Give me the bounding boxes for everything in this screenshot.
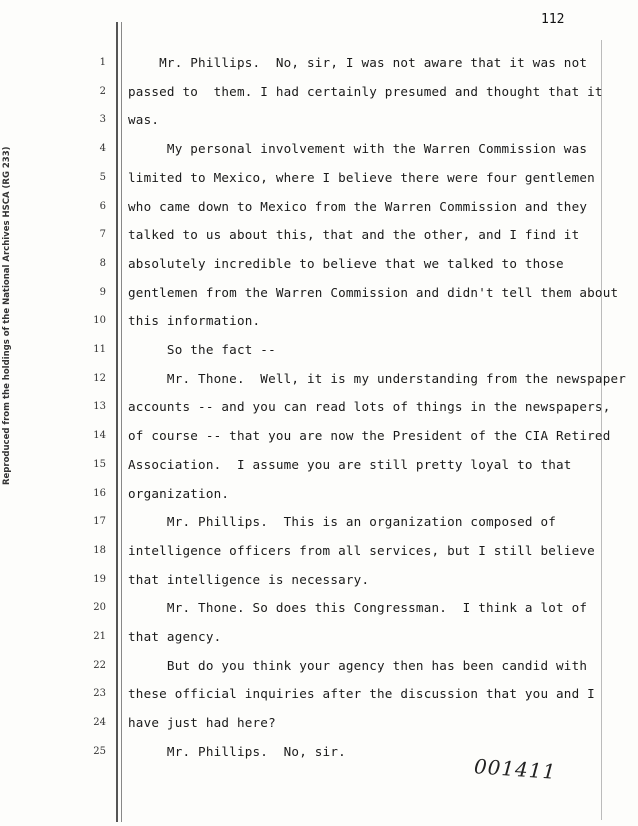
line-number: 1: [99, 57, 106, 68]
transcript-line: absolutely incredible to believe that we talked to those: [128, 255, 564, 271]
transcript-line: intelligence officers from all services, but I still believe: [128, 542, 595, 558]
line-number: 16: [93, 487, 106, 499]
line-number: 20: [93, 602, 106, 614]
transcript-line: these official inquiries after the discussion that you and I: [128, 686, 595, 702]
transcript-line: that intelligence is necessary.: [128, 571, 370, 587]
transcript-line: accounts -- and you can read lots of things in the newspapers,: [128, 399, 611, 415]
archive-margin-note-text: Reproduced from the holdings of the National Archives HSCA (RG 233): [2, 146, 12, 485]
line-number: 4: [99, 143, 106, 155]
transcript-line: gentlemen from the Warren Commission and didn't tell them about: [128, 284, 619, 300]
document-stamp-number: 001411: [473, 754, 558, 784]
line-number: 9: [99, 286, 106, 298]
page-number: 112: [541, 12, 565, 27]
line-number: 18: [93, 544, 106, 556]
transcript-line: was.: [128, 112, 160, 128]
line-number: 6: [99, 200, 106, 212]
archive-margin-note: [2, 40, 16, 485]
line-number: 17: [93, 516, 106, 528]
line-number: 8: [99, 257, 106, 269]
transcript-line: But do you think your agency then has been candid with: [128, 657, 588, 673]
transcript-line: who came down to Mexico from the Warren Commission and they: [128, 198, 588, 214]
transcript-line: of course -- that you are now the President of the CIA Retired: [128, 428, 611, 444]
transcript-line: Association. I assume you are still pretty loyal to that: [128, 456, 572, 472]
left-margin-rule-inner: [121, 22, 122, 822]
transcript-line: Mr. Thone. So does this Congressman. I think a lot of: [128, 600, 588, 616]
line-number: 14: [93, 430, 106, 442]
transcript-line: My personal involvement with the Warren Commission was: [128, 141, 588, 157]
transcript-line: Mr. Phillips. This is an organization composed of: [128, 514, 557, 530]
transcript-line: Mr. Thone. Well, it is my understanding from the newspaper: [128, 370, 627, 386]
transcript-line: Mr. Phillips. No, sir.: [128, 743, 346, 759]
transcript-line: talked to us about this, that and the other, and I find it: [128, 227, 580, 243]
transcript-line: So the fact --: [128, 342, 276, 357]
line-number: 13: [93, 401, 106, 413]
line-number: 15: [93, 458, 106, 470]
left-margin-rule: [116, 22, 118, 822]
line-number: 7: [99, 229, 106, 241]
transcript-line: limited to Mexico, where I believe there were four gentlemen: [128, 169, 595, 185]
transcript-line: Mr. Phillips. No, sir, I was not aware that it was not: [128, 55, 588, 70]
transcript-line: passed to them. I had certainly presumed and thought that it: [128, 83, 603, 99]
line-number: 22: [93, 659, 106, 671]
line-number: 3: [99, 114, 106, 126]
line-number: 10: [93, 315, 106, 327]
line-number: 2: [99, 85, 106, 97]
line-number: 19: [93, 573, 106, 585]
line-number: 12: [93, 372, 106, 384]
transcript-line: that agency.: [128, 629, 222, 644]
line-number: 5: [99, 171, 106, 183]
transcript-line: this information.: [128, 313, 261, 329]
line-number: 11: [93, 344, 106, 355]
line-number: 23: [93, 688, 106, 700]
line-number: 21: [93, 631, 106, 642]
transcript-line: organization.: [128, 485, 230, 501]
transcript-line: have just had here?: [128, 715, 276, 731]
line-number: 24: [93, 717, 106, 729]
line-number: 25: [93, 745, 106, 757]
